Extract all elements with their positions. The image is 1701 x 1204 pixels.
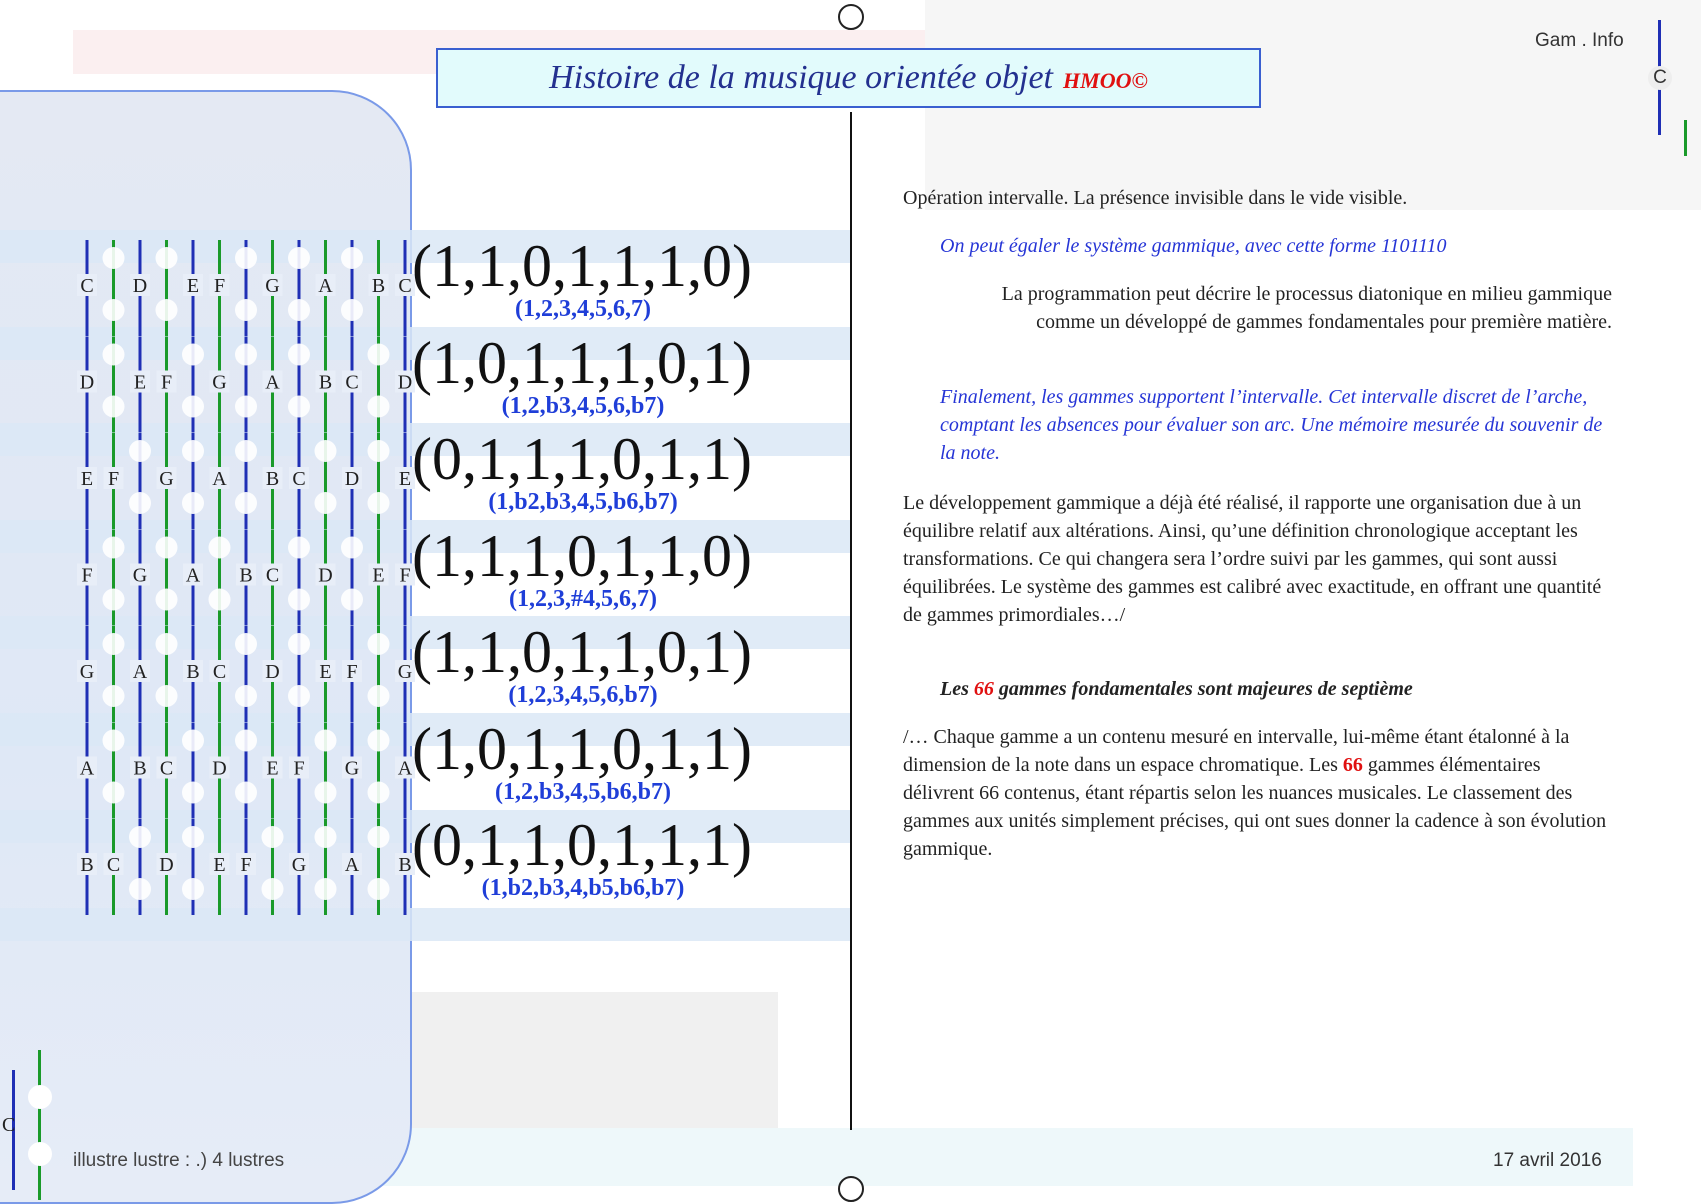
note-dot xyxy=(288,537,310,559)
scale-degrees: (1,2,3,#4,5,6,7) xyxy=(509,585,657,612)
note-dot xyxy=(103,396,125,418)
note-label: F xyxy=(346,661,358,683)
scale-row-diagram xyxy=(77,337,415,433)
note-label: C xyxy=(212,661,227,683)
note-dot xyxy=(341,537,363,559)
note-dot xyxy=(288,396,310,418)
note-dot xyxy=(341,589,363,611)
note-label: A xyxy=(318,275,333,297)
note-label: C xyxy=(265,564,280,587)
note-label: G xyxy=(291,854,307,876)
scale-tuple: (1,0,1,1,0,1,1) xyxy=(412,715,752,782)
corner-stem xyxy=(1684,120,1687,156)
note-dot xyxy=(235,299,257,321)
note-dot xyxy=(235,440,257,462)
note-label: E xyxy=(266,757,279,780)
note-label: B xyxy=(318,371,333,394)
note-dot xyxy=(288,247,310,269)
note-dot xyxy=(156,589,178,611)
note-dot xyxy=(103,344,125,366)
note-label: G xyxy=(159,468,174,490)
note-dot xyxy=(103,299,125,321)
note-dot xyxy=(235,344,257,366)
scale-tuple: (1,1,1,0,1,1,0) xyxy=(412,522,752,589)
note-dot xyxy=(288,299,310,321)
note-label: B xyxy=(265,468,280,490)
title-box xyxy=(436,48,1261,108)
page-divider xyxy=(850,112,852,1130)
note-label: F xyxy=(293,757,305,780)
corner-stem xyxy=(38,1050,41,1200)
corner-note: C xyxy=(1648,66,1672,90)
note-dot xyxy=(103,633,125,655)
scale-tuple: (0,1,1,0,1,1,1) xyxy=(412,812,752,878)
note-label: D xyxy=(397,371,413,394)
note-dot xyxy=(288,685,310,707)
note-dot xyxy=(235,247,257,269)
quote-1: On peut égaler le système gammique, avec cette forme 1101110 xyxy=(940,235,1447,257)
note-dot xyxy=(368,685,390,707)
scale-degrees: (1,2,b3,4,5,6,b7) xyxy=(501,392,665,419)
note-dot xyxy=(129,440,151,462)
note-dot xyxy=(156,633,178,655)
note-label: F xyxy=(107,468,120,490)
note-dot xyxy=(235,396,257,418)
note-label: G xyxy=(265,275,280,297)
note-dot xyxy=(368,396,390,418)
note-dot xyxy=(129,878,151,900)
note-label: B xyxy=(239,564,253,587)
scale-row-diagram xyxy=(77,433,415,529)
note-dot xyxy=(182,730,204,752)
note-dot xyxy=(368,878,390,900)
note-label: E xyxy=(133,371,147,394)
note-label: A xyxy=(132,661,148,683)
note-dot xyxy=(156,247,178,269)
note-dot xyxy=(209,589,231,611)
note-label: E xyxy=(372,564,385,587)
note-dot xyxy=(368,633,390,655)
note-dot xyxy=(103,247,125,269)
note-label: D xyxy=(159,854,174,876)
note-label: D xyxy=(344,468,360,490)
note-label: B xyxy=(80,854,94,876)
note-label: C xyxy=(159,757,174,780)
scale-degrees: (1,b2,b3,4,5,b6,b7) xyxy=(488,489,678,515)
footer-note: illustre lustre : .) 4 lustres xyxy=(73,1150,285,1171)
note-label: D xyxy=(212,757,227,780)
note-label: A xyxy=(397,757,413,780)
note-label: A xyxy=(344,854,360,876)
note-dot xyxy=(368,730,390,752)
quote-2: Finalement, les gammes supportent l’intervalle. Cet intervalle discret de l’arche, comptant les absences pour évaluer son arc. Une mémoire mesurée du souvenir de la note. xyxy=(940,386,1603,464)
note-label: C xyxy=(398,275,412,297)
scale-tuple: (0,1,1,1,0,1,1) xyxy=(412,426,752,492)
note-label: G xyxy=(397,661,413,683)
note-label: E xyxy=(319,661,332,683)
scale-row-diagram xyxy=(77,626,415,722)
note-dot xyxy=(262,826,284,848)
note-dot xyxy=(182,492,204,514)
note-label: D xyxy=(79,371,95,394)
note-label: B xyxy=(133,757,147,780)
note-label: C xyxy=(80,275,94,297)
note-label: A xyxy=(212,468,227,490)
note-dot xyxy=(235,782,257,804)
intro-paragraph: Opération intervalle. La présence invisible dans le vide visible. xyxy=(903,187,1408,209)
note-label: G xyxy=(132,564,148,587)
p4-text-a: /… Chaque gamme a un contenu mesuré en intervalle, lui-même étant étalonné à la dimension de la note dans un espace chromatique. Les xyxy=(903,726,1570,776)
corner-note: C xyxy=(2,1114,16,1136)
paragraph-4 xyxy=(903,723,1613,863)
note-dot xyxy=(103,589,125,611)
note-dot xyxy=(129,826,151,848)
note-dot xyxy=(182,878,204,900)
section-heading xyxy=(940,675,1620,703)
scale-row-diagram xyxy=(77,240,415,336)
note-dot xyxy=(315,492,337,514)
note-dot xyxy=(341,247,363,269)
heading-number: 66 xyxy=(973,678,994,700)
p4-text-b: gammes élémentaires délivrent 66 contenus, étant répartis selon les nuances musicales. Le classement des gammes aux unités simplement précises, qui ont sues donner la cadence à son évolution gammique. xyxy=(903,754,1607,860)
scale-degrees: (1,2,b3,4,5,b6,b7) xyxy=(494,778,672,805)
note-dot xyxy=(103,730,125,752)
note-label: F xyxy=(399,564,411,587)
note-dot xyxy=(156,537,178,559)
footer-date: 17 avril 2016 xyxy=(1493,1150,1602,1171)
note-dot xyxy=(368,826,390,848)
note-label: A xyxy=(265,371,280,394)
note-label: F xyxy=(240,854,252,876)
note-dot xyxy=(262,878,284,900)
note-label: G xyxy=(79,661,95,683)
note-label: E xyxy=(186,275,200,297)
note-label: F xyxy=(213,275,226,297)
note-label: A xyxy=(185,564,201,587)
scale-tuple: (1,0,1,1,1,0,1) xyxy=(412,329,752,396)
scale-degrees: (1,2,3,4,5,6,7) xyxy=(515,296,651,322)
note-dot xyxy=(315,878,337,900)
note-dot xyxy=(341,299,363,321)
scale-row-diagram xyxy=(77,819,415,915)
note-dot xyxy=(182,782,204,804)
scale-degrees: (1,2,3,4,5,6,b7) xyxy=(508,682,658,708)
note-label: F xyxy=(81,564,93,587)
note-label: C xyxy=(345,371,359,394)
note-label: B xyxy=(186,661,200,683)
note-label: E xyxy=(398,468,412,490)
scale-row-diagram xyxy=(77,530,415,626)
note-dot xyxy=(28,1085,52,1109)
page-title: Histoire de la musique orientée objet xyxy=(549,59,1054,96)
note-label: E xyxy=(80,468,94,490)
note-dot xyxy=(315,440,337,462)
note-dot xyxy=(288,633,310,655)
note-dot xyxy=(315,782,337,804)
note-dot xyxy=(235,685,257,707)
heading-post: gammes fondamentales sont majeures de septième xyxy=(993,678,1413,700)
note-label: A xyxy=(79,757,95,780)
paragraph-2: La programmation peut décrire le processus diatonique en milieu gammique comme un développé de gammes fondamentales pour première matière. xyxy=(1001,283,1612,333)
scale-row-diagram xyxy=(77,723,415,819)
note-dot xyxy=(315,730,337,752)
scale-degrees: (1,b2,b3,4,b5,b6,b7) xyxy=(481,875,685,901)
brand-mark: HMOO© xyxy=(1063,68,1148,93)
note-label: E xyxy=(213,854,226,876)
note-label: G xyxy=(344,757,360,780)
note-dot xyxy=(235,633,257,655)
note-dot xyxy=(103,782,125,804)
binder-ring-bottom xyxy=(838,1176,864,1202)
note-dot xyxy=(288,344,310,366)
note-label: G xyxy=(212,371,227,394)
note-dot xyxy=(156,299,178,321)
note-dot xyxy=(368,492,390,514)
note-dot xyxy=(209,537,231,559)
note-dot xyxy=(129,492,151,514)
p4-number: 66 xyxy=(1342,754,1363,776)
note-label: C xyxy=(292,468,306,490)
note-dot xyxy=(156,685,178,707)
paragraph-3: Le développement gammique a déjà été réalisé, il rapporte une organisation due à un équilibre relatif aux altérations. Ainsi, qu’une définition chronologique acceptant les transformations. Ce qui changera sera l’ordre suivi par les gammes, qui sont aussi équilibrées. Le système des gammes est calibré avec exactitude, en offrant une quantité de gammes primordiales…/ xyxy=(903,492,1602,626)
note-dot xyxy=(103,537,125,559)
note-label: D xyxy=(132,275,148,297)
note-dot xyxy=(28,1142,52,1166)
note-dot xyxy=(182,826,204,848)
note-dot xyxy=(235,492,257,514)
section-label: Gam . Info xyxy=(1535,30,1624,51)
binder-ring-top xyxy=(838,4,864,30)
note-label: B xyxy=(371,275,386,297)
note-dot xyxy=(182,344,204,366)
note-label: D xyxy=(265,661,280,683)
scale-tuple: (1,1,0,1,1,0,1) xyxy=(412,619,752,685)
note-dot xyxy=(368,782,390,804)
note-dot xyxy=(103,685,125,707)
note-dot xyxy=(182,396,204,418)
scale-tuple: (1,1,0,1,1,1,0) xyxy=(412,233,752,299)
note-dot xyxy=(315,826,337,848)
note-label: F xyxy=(160,371,173,394)
heading-pre: Les xyxy=(940,678,974,700)
note-dot xyxy=(182,440,204,462)
note-label: C xyxy=(106,854,121,876)
note-label: D xyxy=(318,564,333,587)
note-dot xyxy=(368,440,390,462)
note-label: B xyxy=(398,854,412,876)
note-dot xyxy=(235,730,257,752)
scale-diagrams xyxy=(70,232,415,1202)
note-dot xyxy=(368,344,390,366)
note-dot xyxy=(288,589,310,611)
